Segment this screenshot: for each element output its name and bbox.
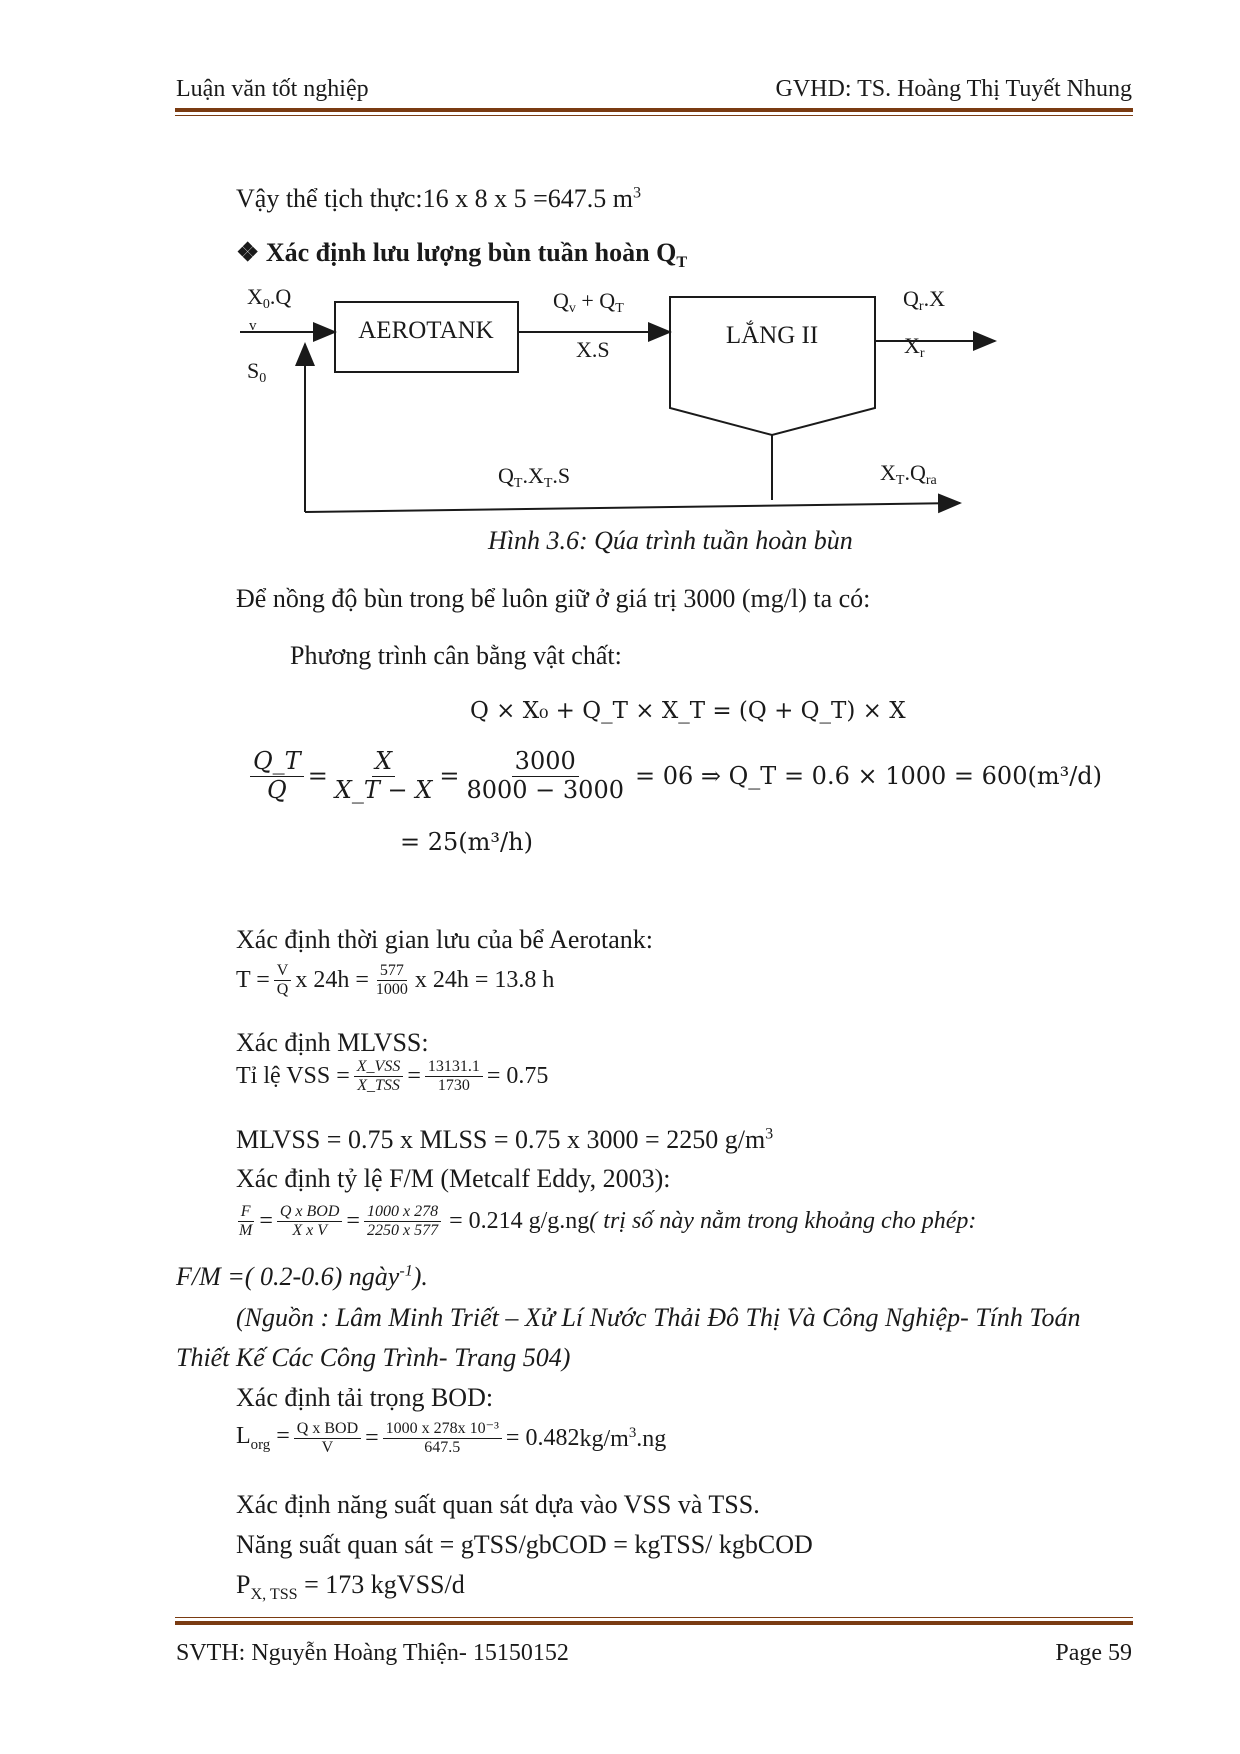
eq-mlvss: MLVSS = 0.75 x MLSS = 0.75 x 3000 = 2250 $g/m^3$ bbox=[236, 1125, 774, 1154]
header-left: Luận văn tốt nghiệp bbox=[176, 76, 369, 102]
settler-label: LẮNG II bbox=[725, 322, 819, 349]
diamond-bullet-icon: ❖ bbox=[236, 238, 260, 267]
figure-caption: Hình 3.6: Qúa trình tuần hoàn bùn bbox=[488, 526, 853, 555]
p-mlvss: Xác định MLVSS: bbox=[236, 1028, 429, 1057]
footer-page-number: Page 59 bbox=[1055, 1640, 1132, 1666]
label-out-top: Qr.X bbox=[903, 286, 945, 314]
section-title: ❖ Xác định lưu lượng bùn tuần hoàn $Q_T$ bbox=[236, 238, 688, 272]
eq-yield: Năng suất quan sát = gTSS/gbCOD = kgTSS/ kgbCOD bbox=[236, 1530, 813, 1559]
label-mid-top: Qv + QT bbox=[553, 288, 624, 316]
label-waste: XT.Qra bbox=[880, 460, 937, 488]
footer-rule bbox=[175, 1621, 1133, 1625]
p-balance: Phương trình cân bằng vật chất: bbox=[290, 641, 622, 670]
label-mid-bottom: X.S bbox=[576, 337, 610, 362]
eq-fm: $\frac{F}{M}$ = $\frac{\text{Q x BOD}}{\text{X x V}}$ = $\frac{1000 x 278}{2250 x 577}$ = 0.214 g/g.ng ( trị số này nằm trong khoảng cho phép: bbox=[239, 1203, 977, 1240]
header-rule-thin bbox=[175, 115, 1133, 116]
volume-line: Vậy thể tịch thực:16 x 8 x 5 =647.5 $m^3$ bbox=[236, 184, 642, 213]
label-inlet-v: v bbox=[249, 318, 257, 334]
header-right: GVHD: TS. Hoàng Thị Tuyết Nhung bbox=[775, 76, 1132, 102]
footer-left: SVTH: Nguyễn Hoàng Thiện- 15150152 bbox=[176, 1640, 569, 1666]
source-line-1: (Nguồn : Lâm Minh Triết – Xử Lí Nước Thải Đô Thị Và Công Nghiệp- Tính Toán bbox=[236, 1303, 1081, 1332]
eq-ratio: $\frac{Q\_T}{Q}$ = $\frac{X}{X\_T - X}$ = $\frac{3000}{8000 - 3000}$ = 06 ⇒ Q_T = 0.6 × 1000 = 600(m³/d) bbox=[246, 748, 1102, 804]
source-line-2: Thiết Kế Các Công Trình- Trang 504) bbox=[176, 1343, 571, 1372]
fm-range: F/M =( 0.2-0.6) ngày$^{-1}$). bbox=[176, 1262, 428, 1291]
sludge-recycle-diagram bbox=[0, 280, 1240, 540]
settler-shape bbox=[670, 297, 875, 435]
p-yield: Xác định năng suất quan sát dựa vào VSS và TSS. bbox=[236, 1490, 760, 1519]
eq-balance: Q × X₀ + Q_T × X_T = (Q + Q_T) × X bbox=[470, 698, 906, 724]
label-inlet-top: X0.Q bbox=[247, 284, 292, 312]
p-bod: Xác định tải trọng BOD: bbox=[236, 1383, 494, 1412]
aerotank-label: AEROTANK bbox=[358, 317, 494, 344]
eq-time: T = $\frac{V}{Q}$ x 24h = $\frac{577}{1000}$ x 24h = 13.8 h bbox=[236, 962, 555, 999]
header-rule bbox=[175, 108, 1133, 112]
eq-bod: $L_{org}$ = $\frac{\text{Q x BOD}}{V}$ = $\frac{\text{1000 x 278x 10⁻³}}{647.5}$ = 0.482 $kg/m^3.ng$ bbox=[236, 1420, 667, 1457]
eq-vss: Tỉ lệ VSS = $\frac{\text{X\_VSS}}{\text{X\_TSS}}$ = $\frac{13131.1}{1730}$ = 0.75 bbox=[236, 1058, 549, 1095]
label-out-bottom: Xr bbox=[904, 333, 925, 361]
p-concentration: Để nồng độ bùn trong bể luôn giữ ở giá trị 3000 (mg/l) ta có: bbox=[236, 584, 871, 613]
eq-px: $P_{X, TSS} = 173$ kgVSS/d bbox=[236, 1570, 465, 1604]
eq-ratio-line2: = 25(m³/h) bbox=[400, 828, 533, 856]
footer-rule-thin bbox=[175, 1617, 1133, 1618]
waste-arrow bbox=[305, 503, 960, 512]
label-inlet-s: S0 bbox=[247, 358, 267, 386]
p-fm: Xác định tỷ lệ F/M (Metcalf Eddy, 2003): bbox=[236, 1164, 671, 1193]
label-return: QT.XT.S bbox=[498, 463, 571, 491]
p-time: Xác định thời gian lưu của bể Aerotank: bbox=[236, 925, 654, 954]
